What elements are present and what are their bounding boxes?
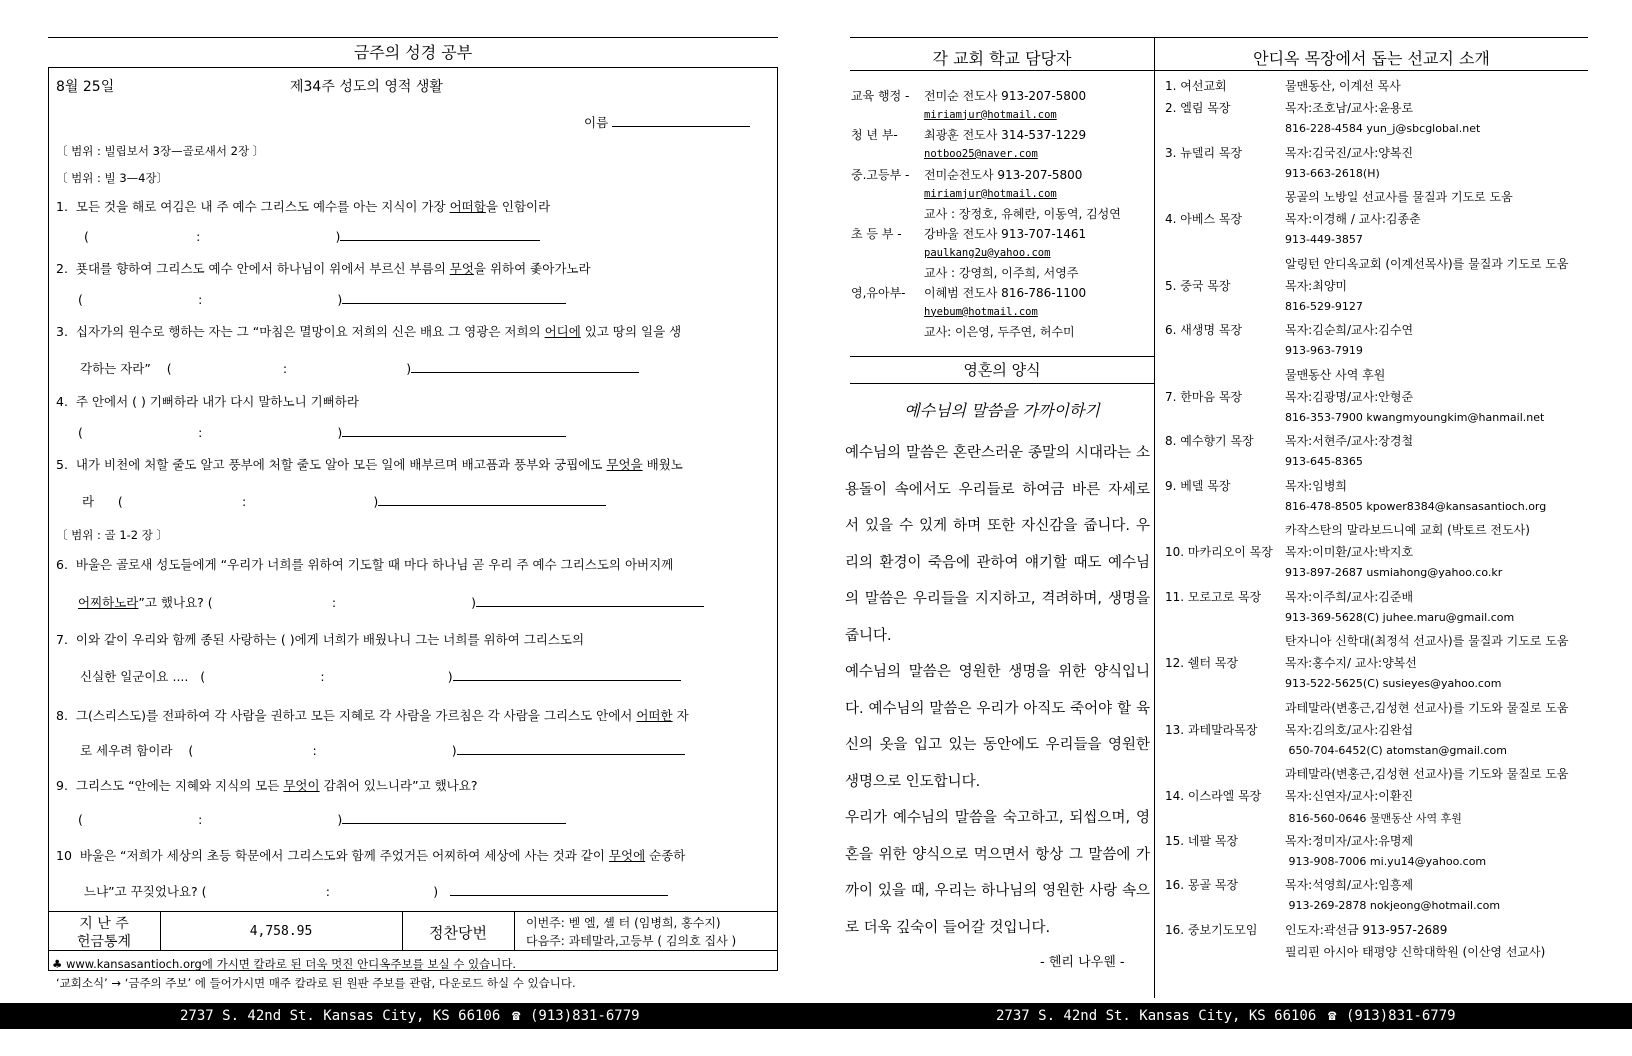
mission-info: 알링턴 안디옥교회 (이계선목사)를 물질과 기도로 도움 — [1285, 256, 1569, 271]
mission-row — [1165, 454, 1363, 468]
scope-col: 〔 범위 : 골 1-2 장 〕 — [56, 528, 169, 542]
lesson-date: 8월 25일 — [56, 79, 115, 95]
mission-info: 913-449-3857 — [1285, 233, 1363, 247]
mission-info: 816-560-0646 물맨동산 사역 후원 — [1285, 811, 1462, 825]
footer-phone: (913)831-6779 — [1346, 1008, 1456, 1024]
mission-info: 물맨동산 사역 후원 — [1285, 367, 1386, 382]
mission-row — [1165, 632, 1568, 649]
footer-left — [0, 1003, 816, 1029]
bible-study-header: 금주의 성경 공부 — [353, 43, 473, 62]
footer-address: 2737 S. 42nd St. Kansas City, KS 66106 — [996, 1008, 1317, 1024]
mission-info: 목자:김순희/교사:김수연 — [1285, 323, 1414, 338]
mission-row — [1165, 343, 1363, 357]
mission-row — [1165, 787, 1413, 804]
scope-phil: 〔 범위 : 빌 3—4장〕 — [56, 171, 169, 185]
mission-row — [1165, 854, 1486, 868]
mission-name: 15. 네팔 목장 — [1165, 833, 1239, 848]
mission-row — [1165, 832, 1413, 849]
mission-name: 4. 아베스 목장 — [1165, 212, 1243, 227]
question-3: 3. 십자가의 원수로 행하는 자는 그 “마침은 멸망이요 저희의 신은 배요 그 영광은 저희의 어디에 있고 땅의 일을 생 — [56, 324, 682, 339]
school-contact-text: 전미순전도사 913-207-5800 — [924, 167, 1083, 182]
mission-info: 816-228-4584 yun_j@sbcglobal.net — [1285, 122, 1481, 136]
duty-this-week: 이번주: 벧 엘, 셸 터 (임병희, 홍수지) — [526, 916, 721, 930]
mission-row — [1165, 166, 1380, 180]
mission-row — [1165, 921, 1447, 938]
mission-row — [1165, 210, 1421, 227]
mission-info: 816-529-9127 — [1285, 300, 1363, 313]
offering-label-1: 지 난 주 — [79, 916, 129, 932]
school-contact-text: 교사: 이은영, 두주연, 허수미 — [924, 325, 1075, 340]
school-dept: 중.고등부 - — [851, 167, 910, 182]
school-header: 각 교회 학교 담당자 — [932, 49, 1072, 68]
answer-line-8[interactable]: 로 세우려 함이라 ( : ) — [80, 741, 685, 759]
essay-body — [845, 435, 1150, 946]
mission-row — [1165, 588, 1413, 605]
question-9: 9. 그리스도 “안에는 지혜와 지식의 모든 무엇이 감취어 있느니라”고 했나요? — [56, 778, 478, 793]
mission-row — [1165, 943, 1545, 960]
mission-name: 8. 예수향기 목장 — [1165, 434, 1254, 449]
mission-info: 913-963-7919 — [1285, 344, 1363, 358]
lesson-title: 제34주 성도의 영적 생활 — [290, 79, 443, 95]
mission-name: 7. 한마음 목장 — [1165, 389, 1243, 404]
question-7: 7. 이와 같이 우리와 함께 종된 사랑하는 ( )에게 너희가 배웠나니 그는 너희를 위하여 그리스도의 — [56, 632, 585, 647]
school-contact-text[interactable]: miriamjur@hotmail.com — [924, 187, 1057, 200]
mission-row — [1165, 721, 1413, 738]
mission-info: 목자:신연자/교사:이환진 — [1285, 789, 1414, 804]
answer-line-1[interactable]: ( : ) — [84, 229, 540, 244]
offering-label-2: 헌금통계 — [76, 934, 132, 950]
essay-header: 영혼의 양식 — [963, 361, 1041, 379]
mission-info: 목자:석영희/교사:임흥제 — [1285, 878, 1414, 893]
answer-line-10[interactable]: 느냐”고 꾸짖었나요? ( : ) — [84, 882, 668, 900]
school-contact-text: 전미순 전도사 913-207-5800 — [924, 89, 1087, 103]
mission-info: 목자:서현주/교사:장경철 — [1285, 434, 1414, 449]
mission-row — [1165, 410, 1544, 424]
mission-info: 목자:이미환/교사:박지호 — [1285, 545, 1414, 560]
phone-icon: ☎ — [1328, 1008, 1337, 1024]
mission-row — [1165, 743, 1507, 757]
answer-line-3[interactable]: 각하는 자라” ( : ) — [80, 359, 639, 377]
mission-row — [1165, 565, 1502, 579]
question-6: 6. 바울은 골로새 성도들에게 “우리가 너희를 위하여 기도할 때 마다 하나님 곧 우리 주 예수 그리스도의 아버지께 — [56, 557, 674, 572]
question-4: 4. 주 안에서 ( ) 기뻐하라 내가 다시 말하노니 기뻐하라 — [56, 394, 359, 409]
school-row — [851, 205, 1121, 222]
mission-info: 913-522-5625(C) susieyes@yahoo.com — [1285, 677, 1502, 691]
mission-row — [1165, 321, 1413, 338]
school-contact-text[interactable]: miriamjur@hotmail.com — [924, 108, 1057, 121]
mission-info: 인도자:곽선금 913-957-2689 — [1285, 922, 1448, 937]
mission-row — [1165, 654, 1417, 671]
question-8: 8. 그(스리스도)를 전파하여 각 사람을 권하고 모든 지혜로 각 사람을 가르침은 각 사람을 그리스도 안에서 어떠한 자 — [56, 708, 689, 723]
mission-name: 16. 중보기도모임 — [1165, 922, 1258, 937]
school-row — [851, 225, 1086, 242]
mission-row — [1165, 765, 1568, 782]
mission-row — [1165, 543, 1413, 560]
school-row — [851, 245, 1050, 259]
duty-next-week: 다음주: 과테말라,고등부 ( 김의호 집사 ) — [526, 934, 737, 948]
essay-author: - 헨리 나우웬 - — [1040, 955, 1125, 970]
mission-info: 목자:김광명/교사:안형준 — [1285, 389, 1414, 404]
mission-row — [1165, 121, 1480, 135]
footer-right — [816, 1003, 1632, 1029]
mission-row — [1165, 188, 1513, 205]
school-dept: 교육 행정 - — [851, 89, 910, 103]
school-contact-text[interactable]: paulkang2u@yahoo.com — [924, 246, 1051, 259]
mission-row — [1165, 610, 1514, 624]
question-5: 5. 내가 비천에 처할 줄도 알고 풍부에 처할 줄도 알아 모든 일에 배부르며 배고픔과 풍부와 궁핍에도 무엇을 배웠노 — [56, 457, 683, 472]
essay-title: 예수님의 말씀을 가까이하기 — [904, 401, 1100, 420]
mission-row — [1165, 876, 1413, 893]
school-contact-text: 교사 : 강영희, 이주희, 서영주 — [924, 266, 1079, 281]
mission-row — [1165, 366, 1385, 383]
question-2: 2. 푯대를 향하여 그리스도 예수 안에서 하나님이 위에서 부르신 부름의 무엇을 위하여 좇아가노라 — [56, 261, 591, 276]
mission-row — [1165, 499, 1546, 513]
mission-info: 목자:이경해 / 교사:김종춘 — [1285, 212, 1421, 227]
answer-line-5[interactable]: 라 ( : ) — [82, 492, 606, 510]
answer-line-6[interactable]: 어찌하노라”고 했나요? ( : ) — [78, 593, 704, 611]
mission-name: 12. 쉘터 목장 — [1165, 656, 1239, 671]
mission-info: 816-478-8505 kpower8384@kansasantioch.org — [1285, 499, 1547, 513]
website-notice: ♣ www.kansasantioch.org에 가시면 칼라로 된 더욱 멋진 안디옥주보를 보실 수 있습니다. — [52, 957, 517, 971]
mission-info: 탄자니아 신학대(최정석 선교사)를 물질과 기도로 도움 — [1285, 634, 1569, 648]
mission-info: 913-269-2878 nokjeong@hotmail.com — [1285, 899, 1501, 913]
school-row — [851, 264, 1078, 281]
mission-row — [1165, 77, 1401, 94]
mission-info: 목자:최양미 — [1285, 278, 1348, 293]
school-row — [851, 304, 1038, 318]
school-dept: 청 년 부- — [851, 128, 898, 143]
mission-info: 필리핀 아시아 태평양 신학대학원 (이산영 선교사) — [1285, 944, 1546, 959]
footer-address: 2737 S. 42nd St. Kansas City, KS 66106 — [180, 1008, 501, 1024]
mission-info: 목자:이주희/교사:김준배 — [1285, 589, 1414, 604]
mission-name: 10. 마카리오이 목장 — [1165, 545, 1273, 560]
mission-row — [1165, 144, 1413, 161]
mission-info: 816-353-7900 kwangmyoungkim@hanmail.net — [1285, 411, 1545, 424]
mission-row — [1165, 388, 1413, 405]
mission-name: 1. 여선교회 — [1165, 79, 1227, 93]
mission-info: 목자:김의호/교사:김완섭 — [1285, 722, 1414, 737]
school-contact-text: 강바울 전도사 913-707-1461 — [924, 226, 1087, 241]
mission-info: 과테말라(변홍근,김성현 선교사)를 기도와 물질로 도움 — [1285, 700, 1569, 715]
footer-phone: (913)831-6779 — [530, 1008, 640, 1024]
mission-name: 5. 중국 목장 — [1165, 278, 1231, 293]
school-contact-text[interactable]: hyebum@hotmail.com — [924, 305, 1038, 318]
mission-row — [1165, 898, 1500, 912]
answer-line-2[interactable]: ( : ) — [78, 292, 566, 307]
mission-info: 목자:김국진/교사:양복진 — [1285, 145, 1414, 160]
mission-row — [1165, 477, 1347, 494]
school-dept: 영,유아부- — [851, 286, 906, 300]
mission-info: 목자:조호남/교사:윤용로 — [1285, 101, 1414, 116]
missions-header: 안디옥 목장에서 돕는 선교지 소개 — [1253, 49, 1490, 68]
mission-row — [1165, 255, 1568, 272]
mission-name: 6. 새생명 목장 — [1165, 323, 1243, 338]
mission-row — [1165, 232, 1363, 246]
mission-info: 913-663-2618(H) — [1285, 166, 1380, 180]
mission-name: 14. 이스라엘 목장 — [1165, 789, 1262, 804]
mission-name: 11. 모로고로 목장 — [1165, 589, 1262, 604]
essay-paragraph-2: 예수님의 말씀은 영원한 생명을 위한 양식입니다. 예수님의 말씀은 우리가 아직도 죽어야 할 육신의 옷을 입고 있는 동안에도 우리들을 영원한 생명으로 인도합니다. — [845, 664, 1150, 790]
school-row — [851, 284, 1086, 301]
mission-row — [1165, 699, 1568, 716]
school-contact-text[interactable]: notboo25@naver.com — [924, 148, 1038, 161]
mission-name: 13. 과테말라목장 — [1165, 722, 1258, 737]
mission-name: 2. 엘림 목장 — [1165, 101, 1231, 116]
school-row — [851, 87, 1086, 104]
offering-amount: 4,758.95 — [249, 924, 313, 939]
answer-line-4[interactable]: ( : ) — [78, 425, 566, 440]
question-10: 10 바울은 “저희가 세상의 초등 학문에서 그리스도와 함께 주었거든 어찌하여 세상에 사는 것과 같이 무엇에 순종하 — [56, 848, 686, 863]
phone-icon: ☎ — [512, 1008, 521, 1024]
mission-info: 몽골의 노방일 선교사를 물질과 기도로 도움 — [1285, 190, 1513, 204]
mission-info: 목자:정미자/교사:유명제 — [1285, 833, 1414, 848]
mission-row — [1165, 521, 1530, 538]
school-row — [851, 107, 1057, 121]
mission-info: 목자:홍수지/ 교사:양복선 — [1285, 656, 1417, 671]
mission-name: 3. 뉴델리 목장 — [1165, 145, 1243, 160]
school-contact-text: 최광훈 전도사 314-537-1229 — [924, 128, 1087, 143]
mission-info: 목자:임병희 — [1285, 478, 1348, 493]
mission-row — [1165, 810, 1462, 826]
mission-row — [1165, 676, 1501, 690]
school-row — [851, 323, 1075, 340]
mission-name: 9. 베델 목장 — [1165, 478, 1231, 493]
answer-line-7[interactable]: 신실한 일군이요 .... ( : ) — [80, 667, 681, 685]
name-label: 이름 — [584, 113, 750, 131]
mission-row — [1165, 432, 1413, 449]
mission-info: 913-369-5628(C) juhee.maru@gmail.com — [1285, 610, 1515, 624]
mission-info: 650-704-6452(C) atomstan@gmail.com — [1285, 744, 1507, 757]
mission-info: 과테말라(변홍근,김성현 선교사)를 기도와 물질로 도움 — [1285, 767, 1569, 782]
mission-row — [1165, 299, 1363, 313]
duty-label: 정찬당번 — [429, 924, 487, 942]
school-contact-text: 이혜범 전도사 816-786-1100 — [924, 286, 1087, 300]
mission-name: 16. 몽골 목장 — [1165, 878, 1239, 893]
mission-info: 물맨동산, 이계선 목사 — [1285, 79, 1401, 93]
essay-paragraph-3: 우리가 예수님의 말씀을 숙고하고, 되씹으며, 영혼을 위한 양식으로 먹으면서 항상 그 말씀에 가까이 있을 때, 우리는 하나님의 영원한 사랑 속으로 더욱 깊숙이 들어갈 것입니다. — [845, 810, 1150, 936]
download-notice: ‘교회소식’ → ‘금주의 주보’ 에 들어가시면 매주 칼라로 된 원판 주보를 관람, 다운로드 하실 수 있습니다. — [56, 976, 576, 990]
school-row — [851, 186, 1057, 200]
school-row — [851, 146, 1038, 160]
mission-info: 913-908-7006 mi.yu14@yahoo.com — [1285, 855, 1487, 868]
mission-info: 913-645-8365 — [1285, 455, 1363, 469]
school-row — [851, 166, 1082, 183]
question-1: 1. 모든 것을 해로 여김은 내 주 예수 그리스도 예수를 아는 지식이 가장 어떠함을 인함이라 — [56, 199, 551, 214]
essay-paragraph-1: 예수님의 말씀은 혼란스러운 종말의 시대라는 소용돌이 속에서도 우리들로 하여금 바른 자세로 서 있을 수 있게 하며 또한 자신감을 줍니다. 우리의 환경이 죽음에 관하여 얘기할 때도 예수님의 말씀은 우리들을 지지하고, 격려하며, 생명을 줍니다. — [845, 445, 1150, 644]
mission-info: 913-897-2687 usmiahong@yahoo.co.kr — [1285, 566, 1503, 580]
mission-info: 카작스탄의 말라보드니예 교회 (박토르 전도사) — [1285, 523, 1530, 537]
answer-line-9[interactable]: ( : ) — [78, 812, 566, 827]
school-row — [851, 126, 1086, 143]
mission-row — [1165, 277, 1347, 294]
school-contact-text: 교사 : 장정호, 유혜란, 이동역, 김성연 — [924, 207, 1121, 222]
school-dept: 초 등 부 - — [851, 226, 902, 241]
mission-row — [1165, 99, 1413, 116]
scope-range: 〔 범위 : 빌립보서 3장—골로새서 2장 〕 — [56, 144, 265, 158]
